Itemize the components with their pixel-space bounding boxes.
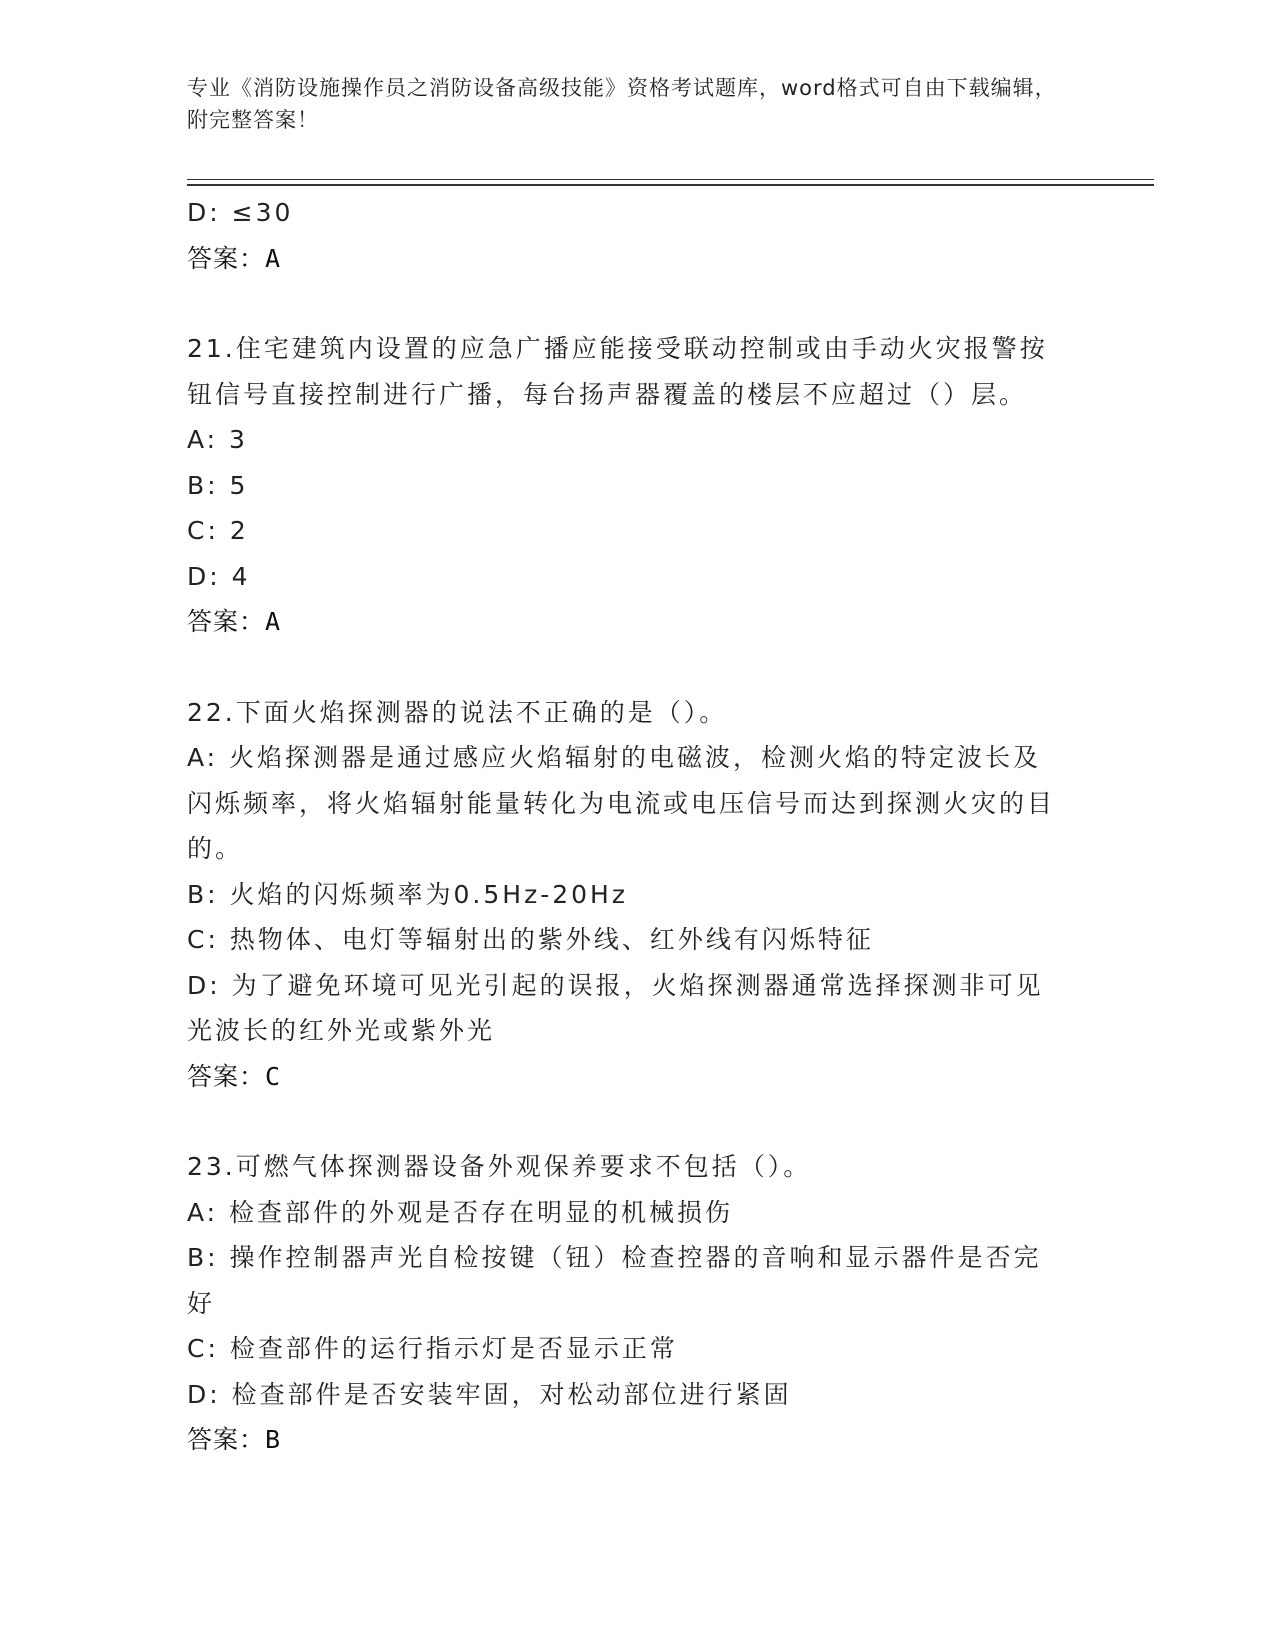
option-a: A: 3: [187, 425, 248, 454]
answer-label: 答案：: [187, 243, 266, 273]
question-21: [187, 326, 1067, 645]
question-22: [187, 690, 1067, 1100]
option-d: D: 4: [187, 561, 251, 591]
answer-label: 答案：: [187, 1425, 266, 1454]
answer-value: A: [265, 243, 282, 273]
page-header: 专业《消防设施操作员之消防设备高级技能》资格考试题库，word格式可自由下载编辑，附完整答案！: [187, 76, 1057, 132]
answer: [187, 1417, 1067, 1463]
option-c: C: 检查部件的运行指示灯是否显示正常: [187, 1334, 678, 1363]
prev-question-answer: [187, 236, 1067, 282]
answer: [187, 1054, 1067, 1100]
question-stem: 22.下面火焰探测器的说法不正确的是（）。: [187, 697, 728, 727]
answer-label: 答案：: [187, 1061, 266, 1091]
prev-question-option-d: D: ≤30: [187, 198, 294, 227]
question-23: [187, 1144, 1067, 1463]
option-a: A: 火焰探测器是通过感应火焰辐射的电磁波，检测火焰的特定波长及闪烁频率，将火焰辐射能量转化为电流或电压信号而达到探测火灾的目的。: [187, 743, 1056, 863]
option-d: D: 为了避免环境可见光引起的误报，火焰探测器通常选择探测非可见光波长的红外光或紫外光: [187, 970, 1044, 1045]
header-rule-thin: [187, 179, 1154, 180]
option-b: B: 5: [187, 470, 249, 500]
option-c: C: 2: [187, 516, 249, 545]
answer-label: 答案：: [187, 607, 266, 636]
option-c: C: 热物体、电灯等辐射出的紫外线、红外线有闪烁特征: [187, 925, 874, 954]
option-b: B: 火焰的闪烁频率为0.5Hz-20Hz: [187, 879, 628, 909]
question-stem: 21.住宅建筑内设置的应急广播应能接受联动控制或由手动火灾报警按钮信号直接控制进行广播，每台扬声器覆盖的楼层不应超过（）层。: [187, 334, 1048, 409]
question-stem: 23.可燃气体探测器设备外观保养要求不包括（）。: [187, 1152, 812, 1181]
option-b: B: 操作控制器声光自检按键（钮）检查控器的音响和显示器件是否完好: [187, 1243, 1042, 1318]
answer-value: B: [265, 1425, 282, 1454]
header-rule-thick: [187, 184, 1154, 186]
answer-value: C: [265, 1061, 282, 1091]
document-content: [187, 190, 1067, 1463]
answer: [187, 599, 1067, 645]
option-d: D: 检查部件是否安装牢固，对松动部位进行紧固: [187, 1379, 792, 1409]
answer-value: A: [265, 607, 282, 636]
option-a: A: 检查部件的外观是否存在明显的机械损伤: [187, 1197, 734, 1227]
